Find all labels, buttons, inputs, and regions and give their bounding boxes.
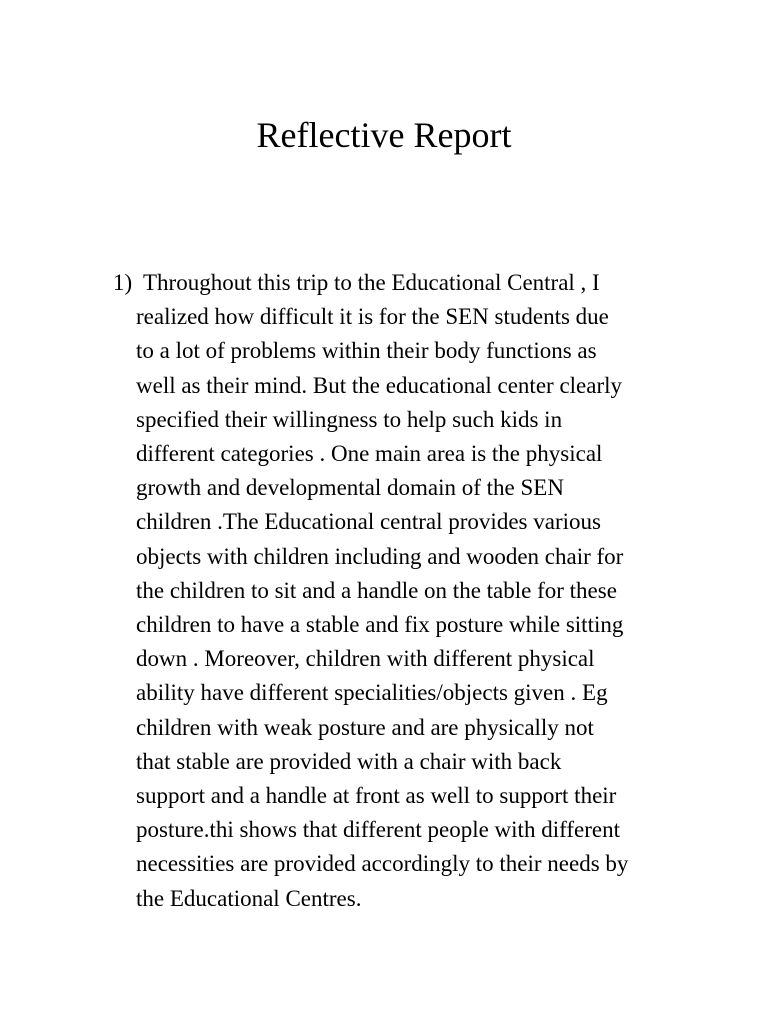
paragraph-line: well as their mind. But the educational center clearly	[136, 372, 623, 398]
paragraph-line: specified their willingness to help such kids in	[136, 406, 563, 432]
paragraph-text	[113, 266, 696, 916]
paragraph-number: 1)	[113, 270, 133, 295]
page-title: Reflective Report	[256, 115, 512, 155]
paragraph-line: Throughout this trip to the Educational Central , I	[143, 270, 600, 295]
paragraph-line: ability have different specialities/objects given . Eg	[136, 680, 608, 706]
paragraph-line: support and a handle at front as well to support their	[136, 783, 617, 809]
paragraph-line: children .The Educational central provides various	[136, 509, 601, 535]
paragraph-line: children with weak posture and are physically not	[136, 714, 594, 740]
paragraph-line: down . Moreover, children with different physical	[136, 646, 595, 672]
paragraph-line: to a lot of problems within their body functions as	[136, 338, 597, 364]
numbered-paragraph	[113, 266, 713, 916]
paragraph-line: objects with children including and wooden chair for	[136, 543, 624, 569]
paragraph-line: children to have a stable and fix posture while sitting	[136, 612, 624, 638]
paragraph-line: posture.thi shows that different people with different	[136, 817, 620, 843]
paragraph-line: growth and developmental domain of the SEN	[136, 475, 564, 501]
paragraph-line: different categories . One main area is the physical	[136, 441, 603, 467]
paragraph-line: necessities are provided accordingly to their needs by	[136, 851, 629, 877]
paragraph-line: realized how difficult it is for the SEN students due	[136, 304, 609, 330]
paragraph-line: that stable are provided with a chair with back	[136, 748, 562, 774]
paragraph-line: the children to sit and a handle on the table for these	[136, 577, 617, 603]
paragraph-line: the Educational Centres.	[136, 885, 362, 911]
